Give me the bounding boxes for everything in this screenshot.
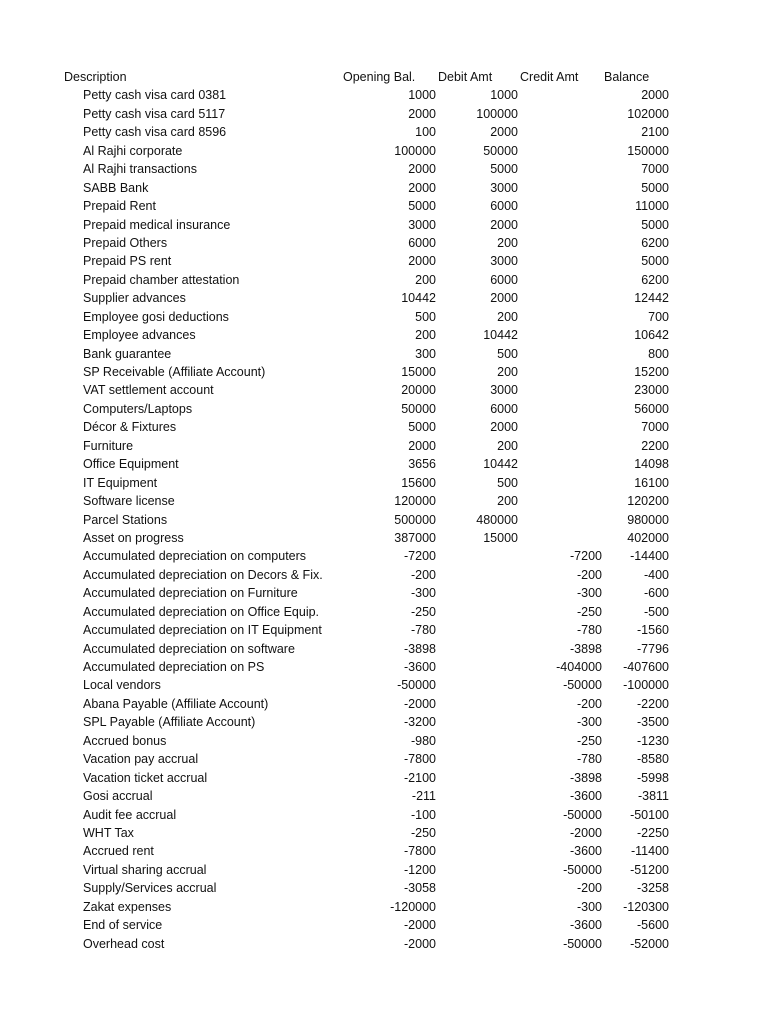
- header-balance: Balance: [604, 70, 650, 84]
- cell-balance: 402000: [627, 530, 669, 545]
- cell-description: SPL Payable (Affiliate Account): [83, 715, 256, 730]
- cell-opening-balance: 200: [415, 328, 436, 343]
- cell-description: Asset on progress: [83, 530, 184, 545]
- cell-debit-amount: 480000: [476, 512, 518, 527]
- cell-debit-amount: 1000: [490, 88, 518, 103]
- cell-credit-amount: -7200: [570, 549, 602, 564]
- cell-credit-amount: -300: [576, 899, 602, 914]
- cell-debit-amount: 6000: [490, 401, 518, 416]
- cell-opening-balance: -250: [410, 604, 436, 619]
- cell-debit-amount: 10442: [483, 328, 518, 343]
- cell-opening-balance: 387000: [394, 530, 436, 545]
- cell-balance: -5600: [637, 918, 669, 933]
- cell-balance: 7000: [641, 420, 669, 435]
- cell-description: Bank guarantee: [83, 346, 172, 361]
- table-row: [0, 179, 768, 197]
- cell-debit-amount: 50000: [483, 143, 518, 158]
- table-row: [0, 252, 768, 270]
- table-row: [0, 197, 768, 215]
- cell-opening-balance: 200: [415, 272, 436, 287]
- cell-description: Overhead cost: [83, 936, 165, 951]
- cell-description: Accumulated depreciation on PS: [83, 660, 265, 674]
- cell-description: Computers/Laptops: [83, 401, 193, 416]
- cell-opening-balance: 20000: [401, 383, 436, 398]
- cell-balance: -100000: [623, 678, 669, 693]
- cell-balance: 14098: [634, 457, 669, 472]
- cell-debit-amount: 3000: [490, 383, 518, 398]
- table-row: [0, 511, 768, 529]
- table-row: [0, 898, 768, 916]
- cell-description: Accumulated depreciation on IT Equipment: [83, 623, 322, 638]
- cell-description: Accrued rent: [83, 844, 154, 859]
- cell-opening-balance: 5000: [408, 199, 436, 214]
- cell-balance: -5998: [637, 770, 669, 785]
- table-row: [0, 713, 768, 731]
- table-row: [0, 345, 768, 363]
- cell-opening-balance: -3200: [404, 715, 436, 730]
- cell-balance: 6200: [641, 272, 669, 287]
- cell-credit-amount: -50000: [563, 807, 602, 822]
- cell-description: Vacation pay accrual: [83, 752, 199, 767]
- cell-description: Petty cash visa card 0381: [83, 88, 227, 103]
- header-description: Description: [64, 70, 127, 84]
- cell-credit-amount: -50000: [563, 678, 602, 693]
- cell-opening-balance: -3600: [404, 660, 436, 674]
- cell-balance: -1560: [637, 623, 669, 638]
- cell-opening-balance: -2100: [404, 770, 436, 785]
- table-row: [0, 935, 768, 953]
- cell-description: Al Rajhi corporate: [83, 143, 183, 158]
- table-row: [0, 400, 768, 418]
- cell-opening-balance: -50000: [397, 678, 436, 693]
- cell-opening-balance: -250: [410, 825, 436, 840]
- cell-credit-amount: -3898: [570, 770, 602, 785]
- cell-debit-amount: 10442: [483, 457, 518, 472]
- cell-balance: -600: [643, 586, 669, 601]
- cell-opening-balance: 3656: [408, 457, 436, 472]
- cell-balance: 700: [648, 309, 669, 324]
- cell-description: Décor & Fixtures: [83, 420, 177, 435]
- cell-balance: -8580: [637, 752, 669, 767]
- cell-credit-amount: -2000: [570, 825, 602, 840]
- table-row: [0, 308, 768, 326]
- table-row: [0, 529, 768, 547]
- cell-description: Audit fee accrual: [83, 807, 177, 822]
- cell-credit-amount: -3600: [570, 844, 602, 859]
- table-row: [0, 381, 768, 399]
- table-row: [0, 787, 768, 805]
- cell-debit-amount: 500: [497, 475, 518, 490]
- cell-description: Employee advances: [83, 328, 196, 343]
- cell-opening-balance: -120000: [390, 899, 436, 914]
- table-row: [0, 842, 768, 860]
- cell-opening-balance: 15000: [401, 365, 436, 379]
- cell-credit-amount: -300: [576, 586, 602, 601]
- cell-description: Prepaid chamber attestation: [83, 272, 240, 287]
- cell-opening-balance: -211: [411, 789, 436, 804]
- table-row: [0, 123, 768, 141]
- cell-balance: 150000: [627, 143, 669, 158]
- cell-opening-balance: 2000: [408, 254, 436, 269]
- cell-balance: 2100: [641, 125, 669, 140]
- cell-credit-amount: -250: [576, 604, 602, 619]
- cell-balance: 16100: [634, 475, 669, 490]
- cell-debit-amount: 2000: [490, 291, 518, 306]
- table-row: [0, 879, 768, 897]
- table-row: [0, 418, 768, 436]
- cell-balance: 23000: [634, 383, 669, 398]
- cell-opening-balance: 300: [415, 346, 436, 361]
- cell-description: IT Equipment: [83, 475, 158, 490]
- table-row: [0, 86, 768, 104]
- cell-opening-balance: -100: [410, 807, 436, 822]
- cell-balance: -51200: [630, 862, 669, 877]
- cell-credit-amount: -3898: [570, 641, 602, 656]
- cell-description: Accumulated depreciation on Furniture: [83, 586, 298, 601]
- cell-credit-amount: -200: [576, 881, 602, 896]
- cell-balance: 5000: [641, 254, 669, 269]
- cell-opening-balance: 10442: [401, 291, 436, 306]
- table-row: [0, 455, 768, 473]
- table-row: [0, 142, 768, 160]
- cell-opening-balance: -2000: [404, 936, 436, 951]
- cell-description: Prepaid Rent: [83, 199, 156, 214]
- table-row: [0, 916, 768, 934]
- cell-debit-amount: 3000: [490, 254, 518, 269]
- table-row: [0, 806, 768, 824]
- cell-opening-balance: 15600: [401, 475, 436, 490]
- cell-opening-balance: 5000: [408, 420, 436, 435]
- table-row: [0, 658, 768, 676]
- cell-description: Abana Payable (Affiliate Account): [83, 696, 269, 711]
- table-row: [0, 769, 768, 787]
- cell-description: Software license: [83, 494, 175, 509]
- cell-description: Supply/Services accrual: [83, 881, 217, 896]
- cell-balance: -1230: [637, 733, 669, 748]
- cell-balance: -7796: [637, 641, 669, 656]
- cell-description: Petty cash visa card 5117: [83, 106, 226, 121]
- cell-description: VAT settlement account: [83, 383, 214, 398]
- cell-description: Prepaid medical insurance: [83, 217, 231, 232]
- cell-credit-amount: -3600: [570, 918, 602, 933]
- cell-description: SP Receivable (Affiliate Account): [83, 365, 266, 379]
- cell-opening-balance: -780: [410, 623, 436, 638]
- table-row: [0, 621, 768, 639]
- table-row: [0, 861, 768, 879]
- cell-credit-amount: -200: [576, 696, 602, 711]
- cell-description: Prepaid Others: [83, 235, 168, 250]
- table-row: [0, 492, 768, 510]
- table-row: [0, 732, 768, 750]
- header-debit-amount: Debit Amt: [438, 70, 493, 84]
- cell-description: Virtual sharing accrual: [83, 862, 207, 877]
- cell-balance: 56000: [634, 401, 669, 416]
- cell-description: Prepaid PS rent: [83, 254, 172, 269]
- cell-balance: -3811: [637, 789, 669, 804]
- table-row: [0, 640, 768, 658]
- cell-opening-balance: -7800: [404, 844, 436, 859]
- cell-credit-amount: -780: [576, 752, 602, 767]
- cell-opening-balance: -980: [410, 733, 436, 748]
- cell-description: SABB Bank: [83, 180, 149, 195]
- cell-balance: 6200: [641, 235, 669, 250]
- cell-opening-balance: 2000: [408, 180, 436, 195]
- cell-balance: 2000: [641, 88, 669, 103]
- cell-balance: -14400: [630, 549, 669, 564]
- cell-balance: 980000: [627, 512, 669, 527]
- cell-debit-amount: 200: [497, 494, 518, 509]
- cell-description: Parcel Stations: [83, 512, 168, 527]
- cell-credit-amount: -3600: [570, 789, 602, 804]
- cell-balance: -120300: [623, 899, 669, 914]
- cell-balance: 5000: [641, 217, 669, 232]
- cell-opening-balance: 100: [415, 125, 436, 140]
- cell-opening-balance: 100000: [394, 143, 436, 158]
- cell-description: Petty cash visa card 8596: [83, 125, 227, 140]
- header-credit-amount: Credit Amt: [520, 70, 579, 84]
- ledger-rows: [0, 86, 768, 953]
- cell-description: Office Equipment: [83, 457, 179, 472]
- ledger-sheet: [0, 68, 768, 953]
- cell-debit-amount: 2000: [490, 125, 518, 140]
- cell-balance: 10642: [634, 328, 669, 343]
- cell-opening-balance: -200: [410, 567, 436, 582]
- cell-credit-amount: -50000: [563, 936, 602, 951]
- table-row: [0, 474, 768, 492]
- cell-description: End of service: [83, 918, 163, 933]
- cell-balance: -52000: [630, 936, 669, 951]
- cell-balance: -11400: [631, 844, 669, 859]
- cell-credit-amount: -250: [576, 733, 602, 748]
- cell-opening-balance: -300: [410, 586, 436, 601]
- cell-opening-balance: -2000: [404, 918, 436, 933]
- cell-description: Vacation ticket accrual: [83, 770, 208, 785]
- cell-balance: 12442: [634, 291, 669, 306]
- cell-debit-amount: 6000: [490, 199, 518, 214]
- cell-balance: 7000: [641, 162, 669, 177]
- cell-description: Accumulated depreciation on software: [83, 641, 295, 656]
- cell-description: Gosi accrual: [83, 789, 153, 804]
- table-row: [0, 584, 768, 602]
- cell-balance: -407600: [623, 660, 669, 674]
- cell-debit-amount: 6000: [490, 272, 518, 287]
- table-row: [0, 566, 768, 584]
- table-row: [0, 271, 768, 289]
- cell-opening-balance: 6000: [408, 235, 436, 250]
- cell-opening-balance: -7800: [404, 752, 436, 767]
- table-row: [0, 437, 768, 455]
- cell-debit-amount: 200: [497, 438, 518, 453]
- cell-opening-balance: -7200: [404, 549, 436, 564]
- cell-balance: 15200: [634, 365, 669, 379]
- cell-debit-amount: 200: [497, 235, 518, 250]
- cell-opening-balance: 500000: [394, 512, 436, 527]
- cell-debit-amount: 2000: [490, 217, 518, 232]
- cell-description: WHT Tax: [83, 825, 134, 840]
- cell-debit-amount: 200: [497, 365, 518, 379]
- cell-opening-balance: 2000: [408, 162, 436, 177]
- table-row: [0, 824, 768, 842]
- table-row: [0, 603, 768, 621]
- cell-description: Al Rajhi transactions: [83, 162, 197, 177]
- cell-description: Zakat expenses: [83, 899, 172, 914]
- cell-credit-amount: -780: [576, 623, 602, 638]
- cell-description: Accumulated depreciation on Decors & Fix.: [83, 567, 323, 582]
- cell-balance: 11000: [635, 199, 669, 214]
- cell-opening-balance: 1000: [408, 88, 436, 103]
- table-row: [0, 289, 768, 307]
- table-row: [0, 105, 768, 123]
- table-row: [0, 363, 768, 381]
- table-row: [0, 750, 768, 768]
- cell-opening-balance: 50000: [401, 401, 436, 416]
- cell-balance: -50100: [630, 807, 669, 822]
- cell-debit-amount: 500: [497, 346, 518, 361]
- cell-opening-balance: -2000: [404, 696, 436, 711]
- table-row: [0, 676, 768, 694]
- cell-balance: 2200: [641, 438, 669, 453]
- cell-balance: 120200: [627, 494, 669, 509]
- cell-balance: -400: [643, 567, 669, 582]
- cell-opening-balance: 120000: [394, 494, 436, 509]
- cell-opening-balance: -3898: [404, 641, 436, 656]
- header-opening-balance: Opening Bal.: [343, 70, 416, 84]
- cell-debit-amount: 5000: [490, 162, 518, 177]
- table-row: [0, 547, 768, 565]
- cell-balance: -2200: [637, 696, 669, 711]
- cell-balance: -3500: [637, 715, 669, 730]
- cell-balance: 800: [648, 346, 669, 361]
- cell-description: Accumulated depreciation on Office Equip.: [83, 604, 320, 619]
- cell-balance: -2250: [637, 825, 669, 840]
- cell-balance: -500: [643, 604, 669, 619]
- cell-credit-amount: -404000: [556, 660, 602, 674]
- cell-balance: 5000: [641, 180, 669, 195]
- cell-description: Employee gosi deductions: [83, 309, 229, 324]
- table-row: [0, 216, 768, 234]
- cell-credit-amount: -300: [576, 715, 602, 730]
- cell-credit-amount: -50000: [563, 862, 602, 877]
- table-row: [0, 326, 768, 344]
- cell-description: Furniture: [83, 438, 134, 453]
- cell-debit-amount: 15000: [483, 530, 518, 545]
- table-row: [0, 695, 768, 713]
- table-row: [0, 160, 768, 178]
- cell-description: Accumulated depreciation on computers: [83, 549, 307, 564]
- cell-description: Local vendors: [83, 678, 161, 693]
- cell-description: Supplier advances: [83, 291, 186, 306]
- cell-credit-amount: -200: [576, 567, 602, 582]
- cell-opening-balance: -3058: [404, 881, 436, 896]
- cell-opening-balance: 500: [415, 309, 436, 324]
- cell-balance: 102000: [627, 106, 669, 121]
- cell-opening-balance: 2000: [408, 438, 436, 453]
- cell-debit-amount: 3000: [490, 180, 518, 195]
- cell-opening-balance: 2000: [408, 106, 436, 121]
- cell-opening-balance: -1200: [404, 862, 436, 877]
- cell-description: Accrued bonus: [83, 733, 167, 748]
- header-row: [0, 68, 768, 86]
- cell-balance: -3258: [637, 881, 669, 896]
- cell-debit-amount: 2000: [490, 420, 518, 435]
- cell-opening-balance: 3000: [408, 217, 436, 232]
- table-row: [0, 234, 768, 252]
- cell-debit-amount: 200: [497, 309, 518, 324]
- cell-debit-amount: 100000: [476, 106, 518, 121]
